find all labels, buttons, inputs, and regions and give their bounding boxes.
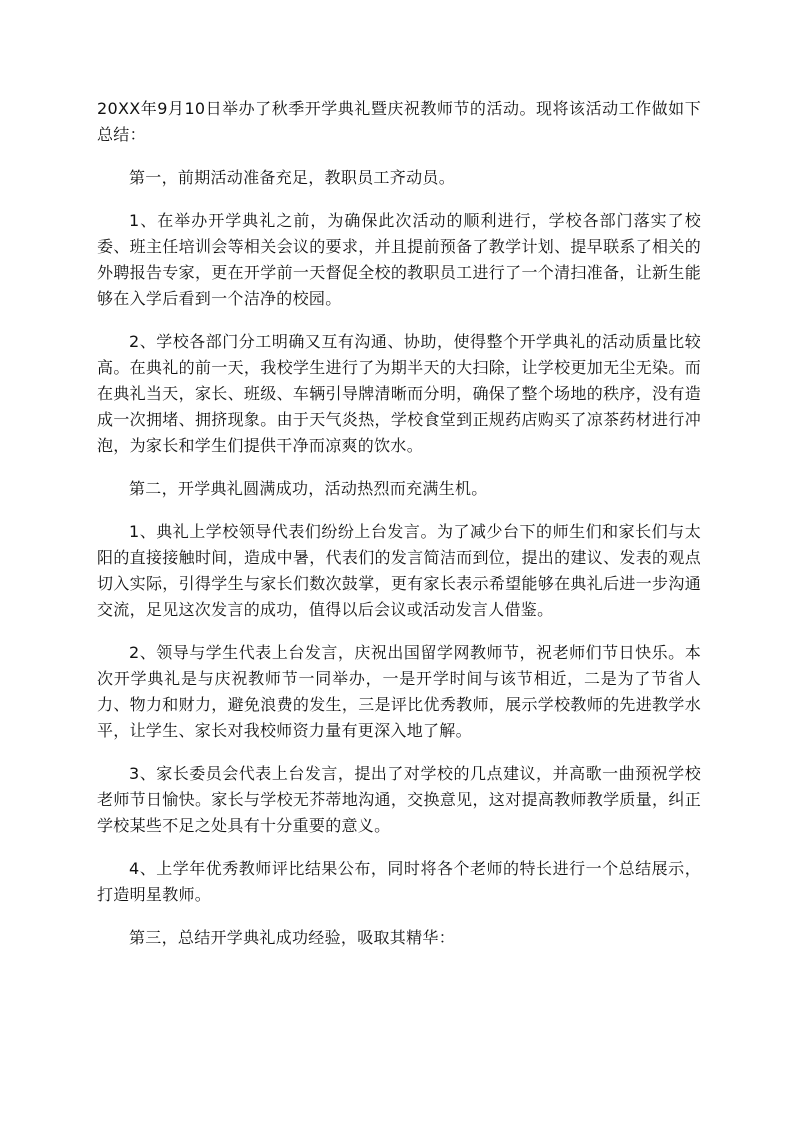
paragraph-second-item-3: 3、家长委员会代表上台发言，提出了对学校的几点建议，并高歌一曲预祝学校老师节日愉快。家长与学校无芥蒂地沟通，交换意见，这对提高教师教学质量，纠正学校某些不足之处具有十分重要的意义。 [97, 764, 701, 835]
section-heading-second: 第二，开学典礼圆满成功，活动热烈而充满生机。 [129, 479, 488, 498]
paragraph-first-item-1: 1、在举办开学典礼之前，为确保此次活动的顺利进行，学校各部门落实了校委、班主任培训会等相关会议的要求，并且提前预备了教学计划、提早联系了相关的外聘报告专家，更在开学前一天督促全校的教职员工进行了一个清扫准备，让新生能够在入学后看到一个洁净的校园。 [97, 211, 701, 308]
paragraph-second-item-2: 2、领导与学生代表上台发言，庆祝出国留学网教师节，祝老师们节日快乐。本次开学典礼是与庆祝教师节一同举办，一是开学时间与该节相近，二是为了节省人力、物力和财力，避免浪费的发生，三是评比优秀教师，展示学校教师的先进教学水平，让学生、家长对我校师资力量有更深入地了解。 [97, 643, 701, 740]
section-heading-third: 第三，总结开学典礼成功经验，吸取其精华： [129, 928, 456, 947]
paragraph-second-item-1: 1、典礼上学校领导代表们纷纷上台发言。为了减少台下的师生们和家长们与太阳的直接接触时间，造成中暑，代表们的发言简洁而到位，提出的建议、发表的观点切入实际，引得学生与家长们数次鼓掌，更有家长表示希望能够在典礼后进一步沟通交流，足见这次发言的成功，值得以后会议或活动发言人借鉴。 [97, 522, 701, 619]
paragraph-second-item-4: 4、上学年优秀教师评比结果公布，同时将各个老师的特长进行一个总结展示，打造明星教师。 [97, 859, 701, 904]
document-body [97, 96, 701, 968]
paragraph-first-item-2: 2、学校各部门分工明确又互有沟通、协助，使得整个开学典礼的活动质量比较高。在典礼的前一天，我校学生进行了为期半天的大扫除，让学校更加无尘无染。而在典礼当天，家长、班级、车辆引导牌清晰而分明，确保了整个场地的秩序，没有造成一次拥堵、拥挤现象。由于天气炎热，学校食堂到正规药店购买了凉茶药材进行冲泡，为家长和学生们提供干净而凉爽的饮水。 [97, 332, 701, 455]
section-heading-first: 第一，前期活动准备充足，教职员工齐动员。 [129, 168, 456, 187]
intro-paragraph: 20XX年9月10日举办了秋季开学典礼暨庆祝教师节的活动。现将该活动工作做如下总结： [97, 99, 701, 144]
